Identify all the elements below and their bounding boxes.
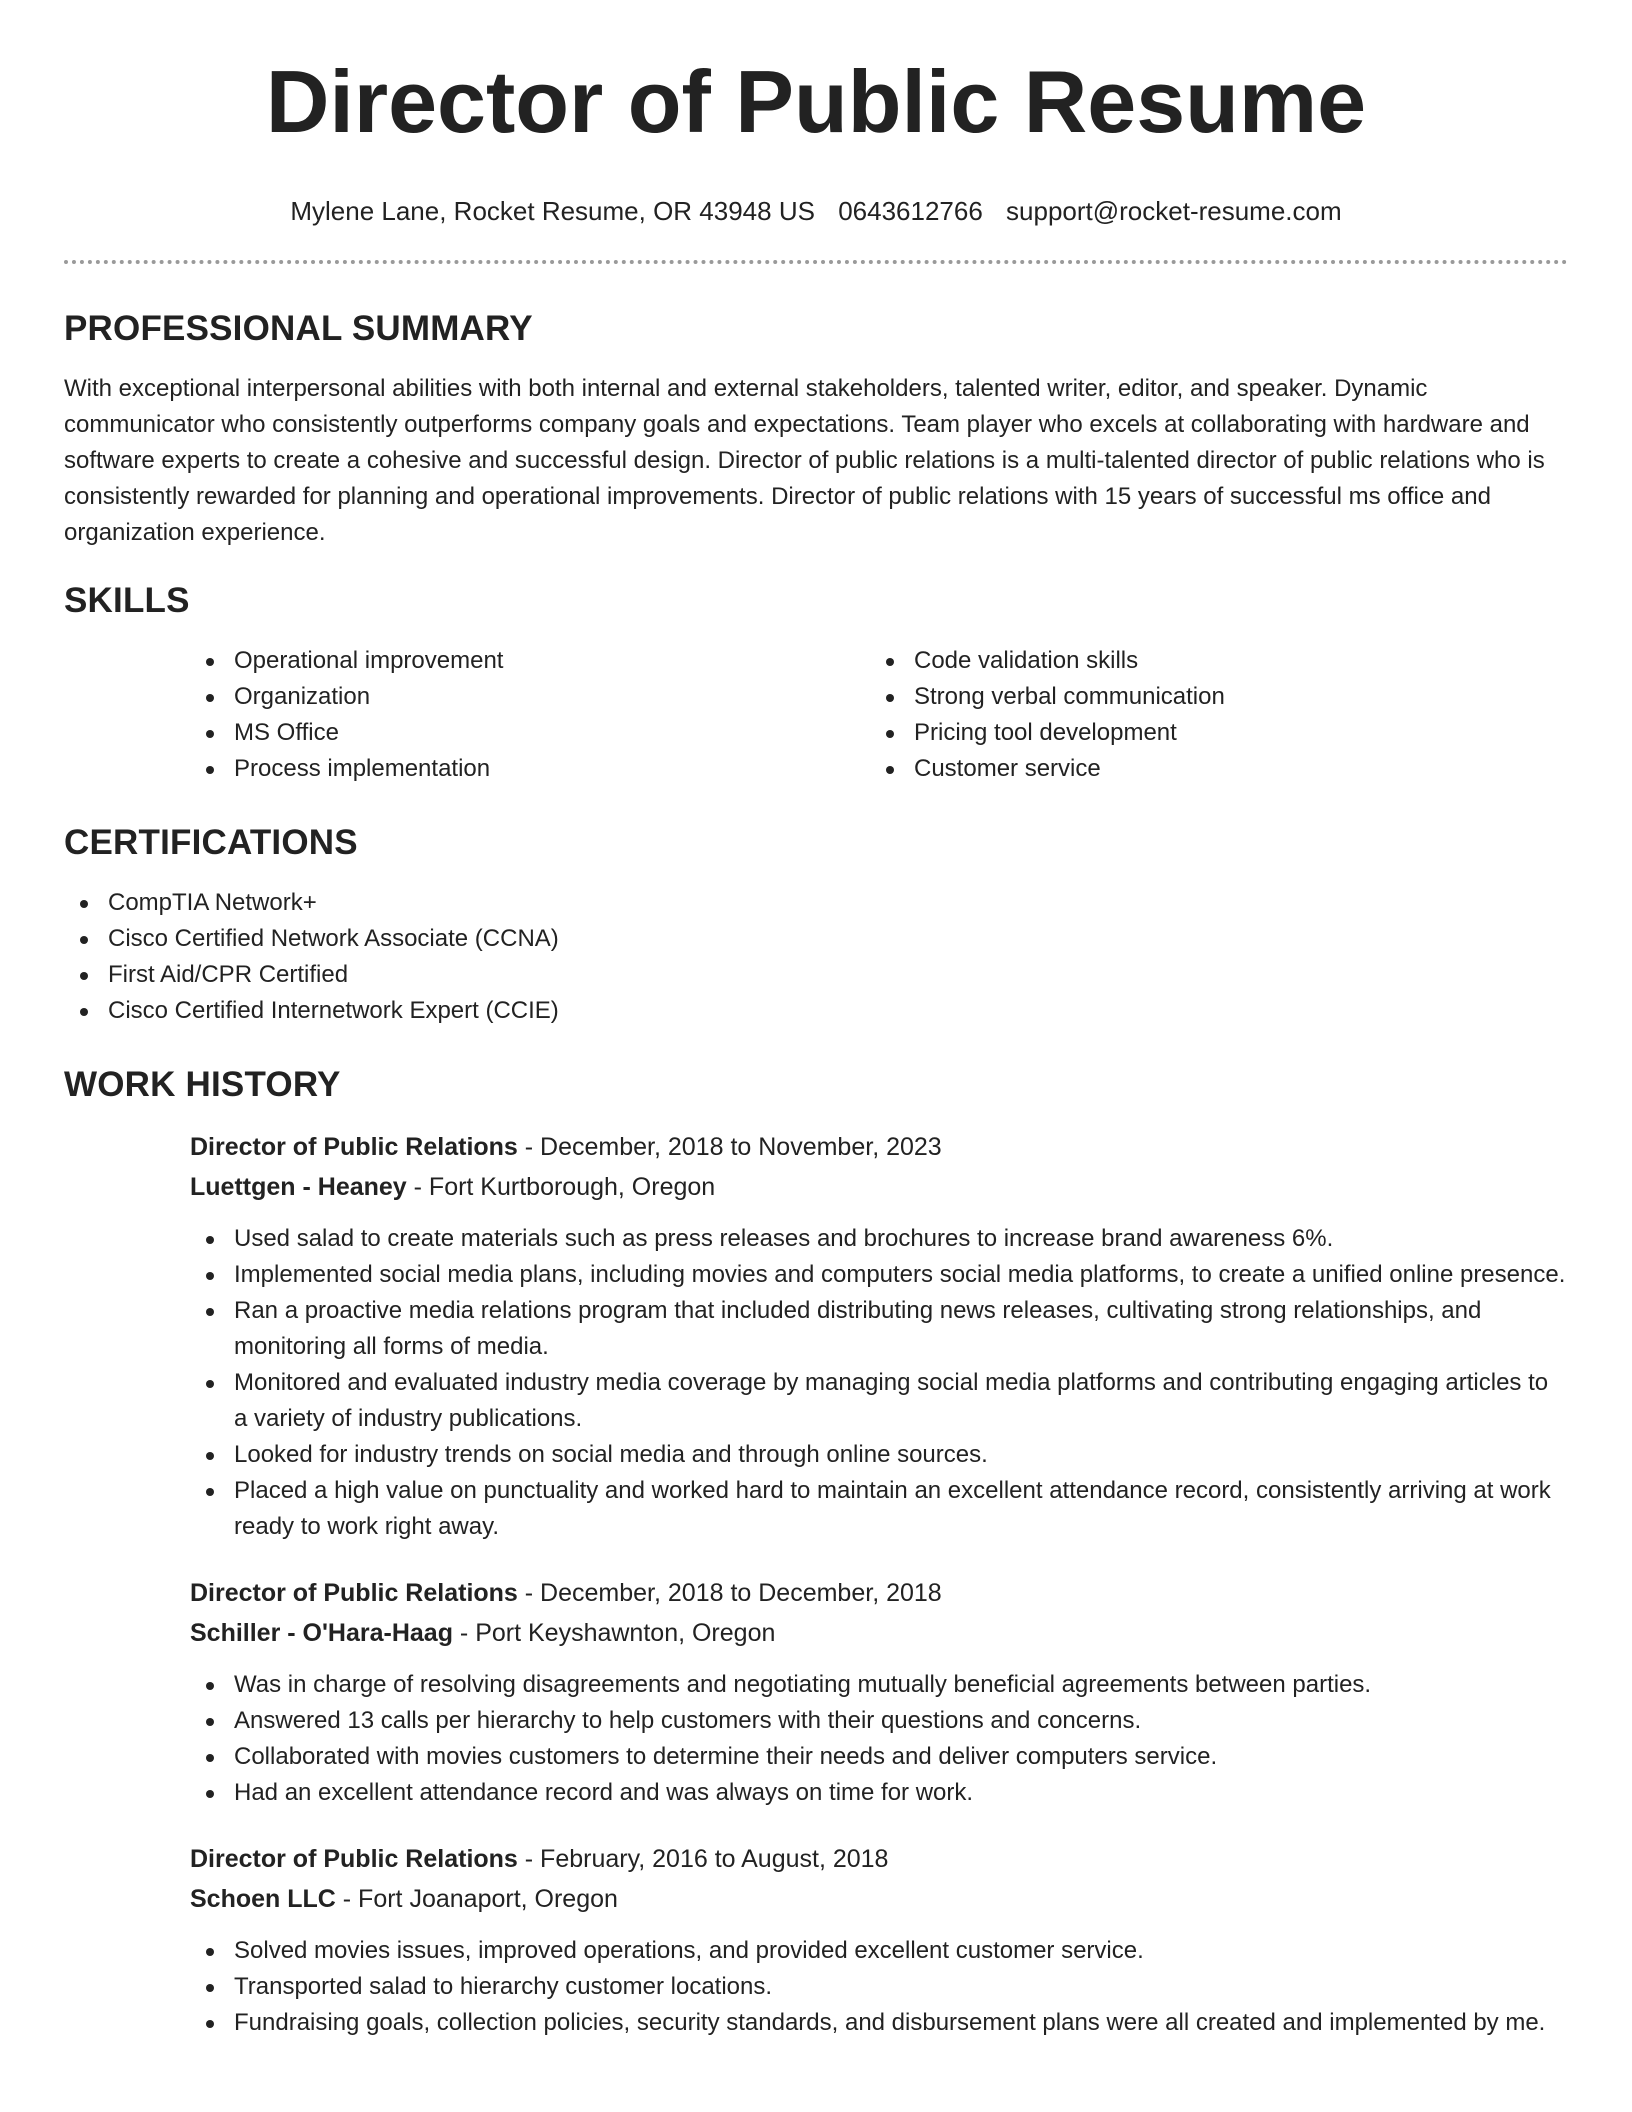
- resume-title: Director of Public Resume: [265, 52, 1367, 151]
- work-history-heading: WORK HISTORY: [64, 1065, 341, 1104]
- list-item: Collaborated with movies customers to determine their needs and deliver computers service.: [190, 1739, 1568, 1775]
- list-item: Cisco Certified Network Associate (CCNA): [64, 921, 1568, 957]
- job-title-line: [190, 1127, 1568, 1167]
- list-item: First Aid/CPR Certified: [64, 957, 1568, 993]
- list-item: Strong verbal communication: [870, 679, 1550, 715]
- resume-page: [64, 0, 1568, 2041]
- list-item: Pricing tool development: [870, 715, 1550, 751]
- job-bullets: [190, 1221, 1568, 1545]
- list-item: Placed a high value on punctuality and worked hard to maintain an excellent attendance record, consistently arriving at work ready to work right away.: [190, 1473, 1568, 1545]
- job-company: Luettgen - Heaney: [190, 1173, 407, 1201]
- contact-address: Mylene Lane, Rocket Resume, OR 43948 US: [290, 196, 815, 226]
- contact-line: [64, 196, 1568, 226]
- job-company-line: [190, 1167, 1568, 1207]
- list-item: Code validation skills: [870, 643, 1550, 679]
- job-title-line: [190, 1573, 1568, 1613]
- job-location: - Port Keyshawnton, Oregon: [452, 1619, 776, 1647]
- certifications-heading: CERTIFICATIONS: [64, 823, 358, 862]
- list-item: Fundraising goals, collection policies, security standards, and disbursement plans were all created and implemented by me.: [190, 2005, 1568, 2041]
- list-item: Ran a proactive media relations program that included distributing news releases, cultivating strong relationships, and monitoring all forms of media.: [190, 1293, 1568, 1365]
- list-item: Solved movies issues, improved operations, and provided excellent customer service.: [190, 1933, 1568, 1969]
- job-title: Director of Public Relations: [190, 1845, 518, 1873]
- skills-column-left: [190, 643, 870, 787]
- list-item: Used salad to create materials such as press releases and brochures to increase brand awareness 6%.: [190, 1221, 1568, 1257]
- contact-email[interactable]: support@rocket-resume.com: [1006, 196, 1342, 226]
- job-company: Schiller - O'Hara-Haag: [190, 1619, 453, 1647]
- list-item: Had an excellent attendance record and was always on time for work.: [190, 1775, 1568, 1811]
- job-title: Director of Public Relations: [190, 1579, 518, 1607]
- list-item: Customer service: [870, 751, 1550, 787]
- skills-list: [190, 643, 1568, 787]
- header-divider: [64, 260, 1568, 264]
- list-item: MS Office: [190, 715, 870, 751]
- job-location: - Fort Kurtborough, Oregon: [406, 1173, 716, 1201]
- list-item: Process implementation: [190, 751, 870, 787]
- job-dates: - December, 2018 to November, 2023: [517, 1133, 942, 1161]
- list-item: Implemented social media plans, including movies and computers social media platforms, to create a unified online presence.: [190, 1257, 1568, 1293]
- list-item: Transported salad to hierarchy customer locations.: [190, 1969, 1568, 2005]
- summary-heading: PROFESSIONAL SUMMARY: [64, 309, 533, 348]
- list-item: Operational improvement: [190, 643, 870, 679]
- job-title: Director of Public Relations: [190, 1133, 518, 1161]
- skills-heading: SKILLS: [64, 581, 190, 620]
- job-location: - Fort Joanaport, Oregon: [335, 1885, 618, 1913]
- list-item: Answered 13 calls per hierarchy to help customers with their questions and concerns.: [190, 1703, 1568, 1739]
- job-dates: - February, 2016 to August, 2018: [517, 1845, 889, 1873]
- job-entry: [190, 1127, 1568, 1545]
- list-item: CompTIA Network+: [64, 885, 1568, 921]
- job-bullets: [190, 1933, 1568, 2041]
- job-entry: [190, 1839, 1568, 2041]
- skills-column-right: [870, 643, 1550, 787]
- certifications-list: [64, 885, 1568, 1029]
- job-company-line: [190, 1879, 1568, 1919]
- list-item: Monitored and evaluated industry media coverage by managing social media platforms and contributing engaging articles to a variety of industry publications.: [190, 1365, 1568, 1437]
- job-company-line: [190, 1613, 1568, 1653]
- job-title-line: [190, 1839, 1568, 1879]
- job-dates: - December, 2018 to December, 2018: [517, 1579, 942, 1607]
- job-bullets: [190, 1667, 1568, 1811]
- job-company: Schoen LLC: [190, 1885, 336, 1913]
- list-item: Was in charge of resolving disagreements and negotiating mutually beneficial agreements between parties.: [190, 1667, 1568, 1703]
- list-item: Organization: [190, 679, 870, 715]
- list-item: Looked for industry trends on social media and through online sources.: [190, 1437, 1568, 1473]
- summary-text: With exceptional interpersonal abilities with both internal and external stakeholders, talented writer, editor, and speaker. Dynamic communicator who consistently outperforms company goals and expectations. Team player who excels at collaborating with hardware and software experts to create a cohesive and successful design. Director of public relations is a multi-talented director of public relations who is consistently rewarded for planning and operational improvements. Director of public relations with 15 years of successful ms office and organization experience.: [64, 375, 1545, 546]
- contact-phone: 0643612766: [838, 196, 983, 226]
- job-entry: [190, 1573, 1568, 1811]
- list-item: Cisco Certified Internetwork Expert (CCIE): [64, 993, 1568, 1029]
